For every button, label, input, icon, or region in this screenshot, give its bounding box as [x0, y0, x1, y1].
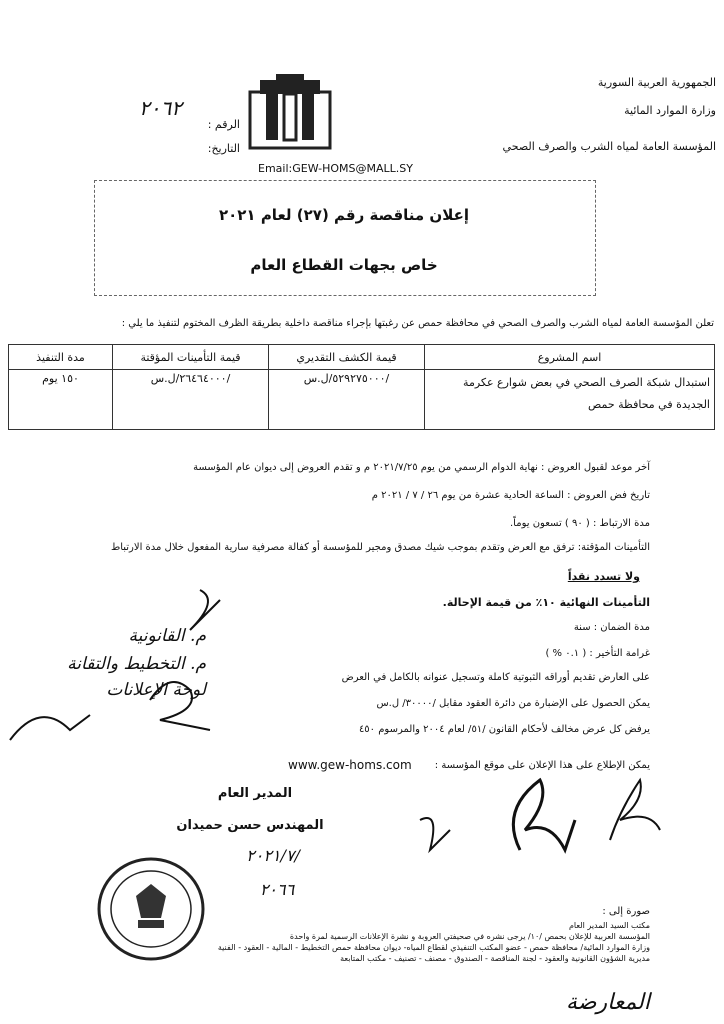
temp-insurance-clause: التأمينات المؤقتة: ترفق مع العرض وتقدم بموجب شيك مصدق ومجير للمؤسسة أو كفالة مصرفية سارية المفعول خلال مدة الارتباط	[110, 542, 650, 553]
copies-line: مديرية الشؤون القانونية والعقود - لجنة المناقصة - الصندوق - مصنف - تصنيف - مكتب المتابعة	[340, 954, 650, 963]
table-header-row	[9, 345, 715, 370]
guarantee-clause: مدة الضمان : سنة	[573, 622, 650, 633]
copies-line: المؤسسة العربية للإعلان بحمص /١٠/ يرجى نشره في صحيفتي العروبة و نشرة الإعلانات الرسمية لمرة واحدة	[289, 932, 650, 941]
signature-scrawls	[380, 760, 700, 870]
bottom-scrawl: المعارضة	[566, 990, 650, 1015]
delay-fine-clause: غرامة التأخير : ( ٠.١ % )	[545, 648, 650, 659]
director-title: المدير العام	[217, 786, 293, 801]
ministry-name: وزارة الموارد المائية	[624, 104, 716, 117]
number-value: ٢٠٦٢	[139, 96, 182, 120]
title-box	[94, 180, 596, 296]
opening-clause: تاريخ فض العروض : الساعة الحادية عشرة من يوم ٢٦ / ٧ / ٢٠٢١ م	[371, 490, 650, 501]
handwriting-scribbles	[0, 570, 300, 770]
handwritten-legal: م. القانونية	[128, 626, 206, 646]
establishment-logo	[248, 72, 332, 150]
website-link[interactable]: www.gew-homs.com	[288, 758, 412, 772]
establishment-name: المؤسسة العامة لمياه الشرب والصرف الصحي	[502, 140, 716, 153]
copies-line: مكتب السيد المدير العام	[568, 921, 650, 930]
table-row	[9, 370, 715, 430]
director-name: المهندس حسن حميدان	[176, 818, 324, 833]
handwritten-planning: م. التخطيط والتقانة	[67, 654, 206, 674]
deadline-clause: آخر موعد لقبول العروض : نهاية الدوام الرسمي من يوم ٢٠٢١/٧/٢٥ م و تقدم العروض إلى ديوان عام المؤسسة	[193, 462, 650, 473]
col-project: اسم المشروع	[425, 345, 715, 370]
handwritten-number: ٢٠٦٦	[259, 880, 295, 899]
cell-project: استبدال شبكة الصرف الصحي في بعض شوارع عكرمة الجديدة في محافظة حمص	[425, 370, 715, 430]
copies-list	[150, 920, 650, 964]
handwritten-date: ٢٠٢١/٧/	[246, 846, 300, 865]
booklet-clause: يمكن الحصول على الإضبارة من دائرة العقود مقابل /٣٠٠٠٠/ ل.س	[376, 698, 650, 709]
tender-subtitle: خاص بجهات القطاع العام	[250, 256, 438, 274]
number-label: الرقم :	[207, 118, 240, 131]
cell-duration: ١٥٠ يوم	[9, 370, 113, 430]
handwritten-board: لوحة الإعلانات	[106, 680, 206, 700]
intro-text: تعلن المؤسسة العامة لمياه الشرب والصرف الصحي في محافظة حمص عن رغبتها بإجراء مناقصة داخلية بطريقة الظرف المختوم لتنفيذ ما يلي :	[121, 318, 714, 329]
final-insurance-clause: التأمينات النهائية ١٠٪ من قيمة الإحالة.	[442, 596, 650, 609]
copies-heading: صورة إلى :	[602, 906, 650, 917]
no-cash-note: ولا تسدد نقداً	[567, 570, 640, 583]
republic-name: الجمهورية العربية السورية	[597, 76, 716, 89]
commitment-clause: مدة الارتباط : ( ٩٠ ) تسعون يوماً.	[509, 518, 650, 529]
bidder-docs-clause: على العارض تقديم أوراقه الثبوتية كاملة وتسجيل عنوانه بالكامل في العرض	[341, 672, 650, 683]
project-table	[8, 344, 715, 430]
cell-estimate: /٥٢٩٢٧٥٠٠٠/ل.س	[269, 370, 425, 430]
reject-clause: يرفض كل عرض مخالف لأحكام القانون /٥١/ لعام ٢٠٠٤ والمرسوم ٤٥٠	[358, 724, 650, 735]
copies-line: وزارة الموارد المائية/ محافظة حمص - عضو المكتب التنفيذي لقطاع المياه- ديوان محافظة حمص التخطيط - المالية - العقود - الفنية	[217, 943, 650, 952]
website-clause: يمكن الإطلاع على هذا الإعلان على موقع المؤسسة :	[434, 760, 650, 771]
date-label: التاريخ:	[207, 142, 240, 155]
col-duration: مدة التنفيذ	[9, 345, 113, 370]
email-address: Email:GEW-HOMS@MALL.SY	[258, 162, 413, 175]
tender-title: إعلان مناقصة رقم (٢٧) لعام ٢٠٢١	[218, 206, 470, 224]
col-estimate: قيمة الكشف التقديري	[269, 345, 425, 370]
cell-insurance: /٢٦٤٦٤٠٠٠/ل.س	[113, 370, 269, 430]
col-insurance: قيمة التأمينات المؤقتة	[113, 345, 269, 370]
